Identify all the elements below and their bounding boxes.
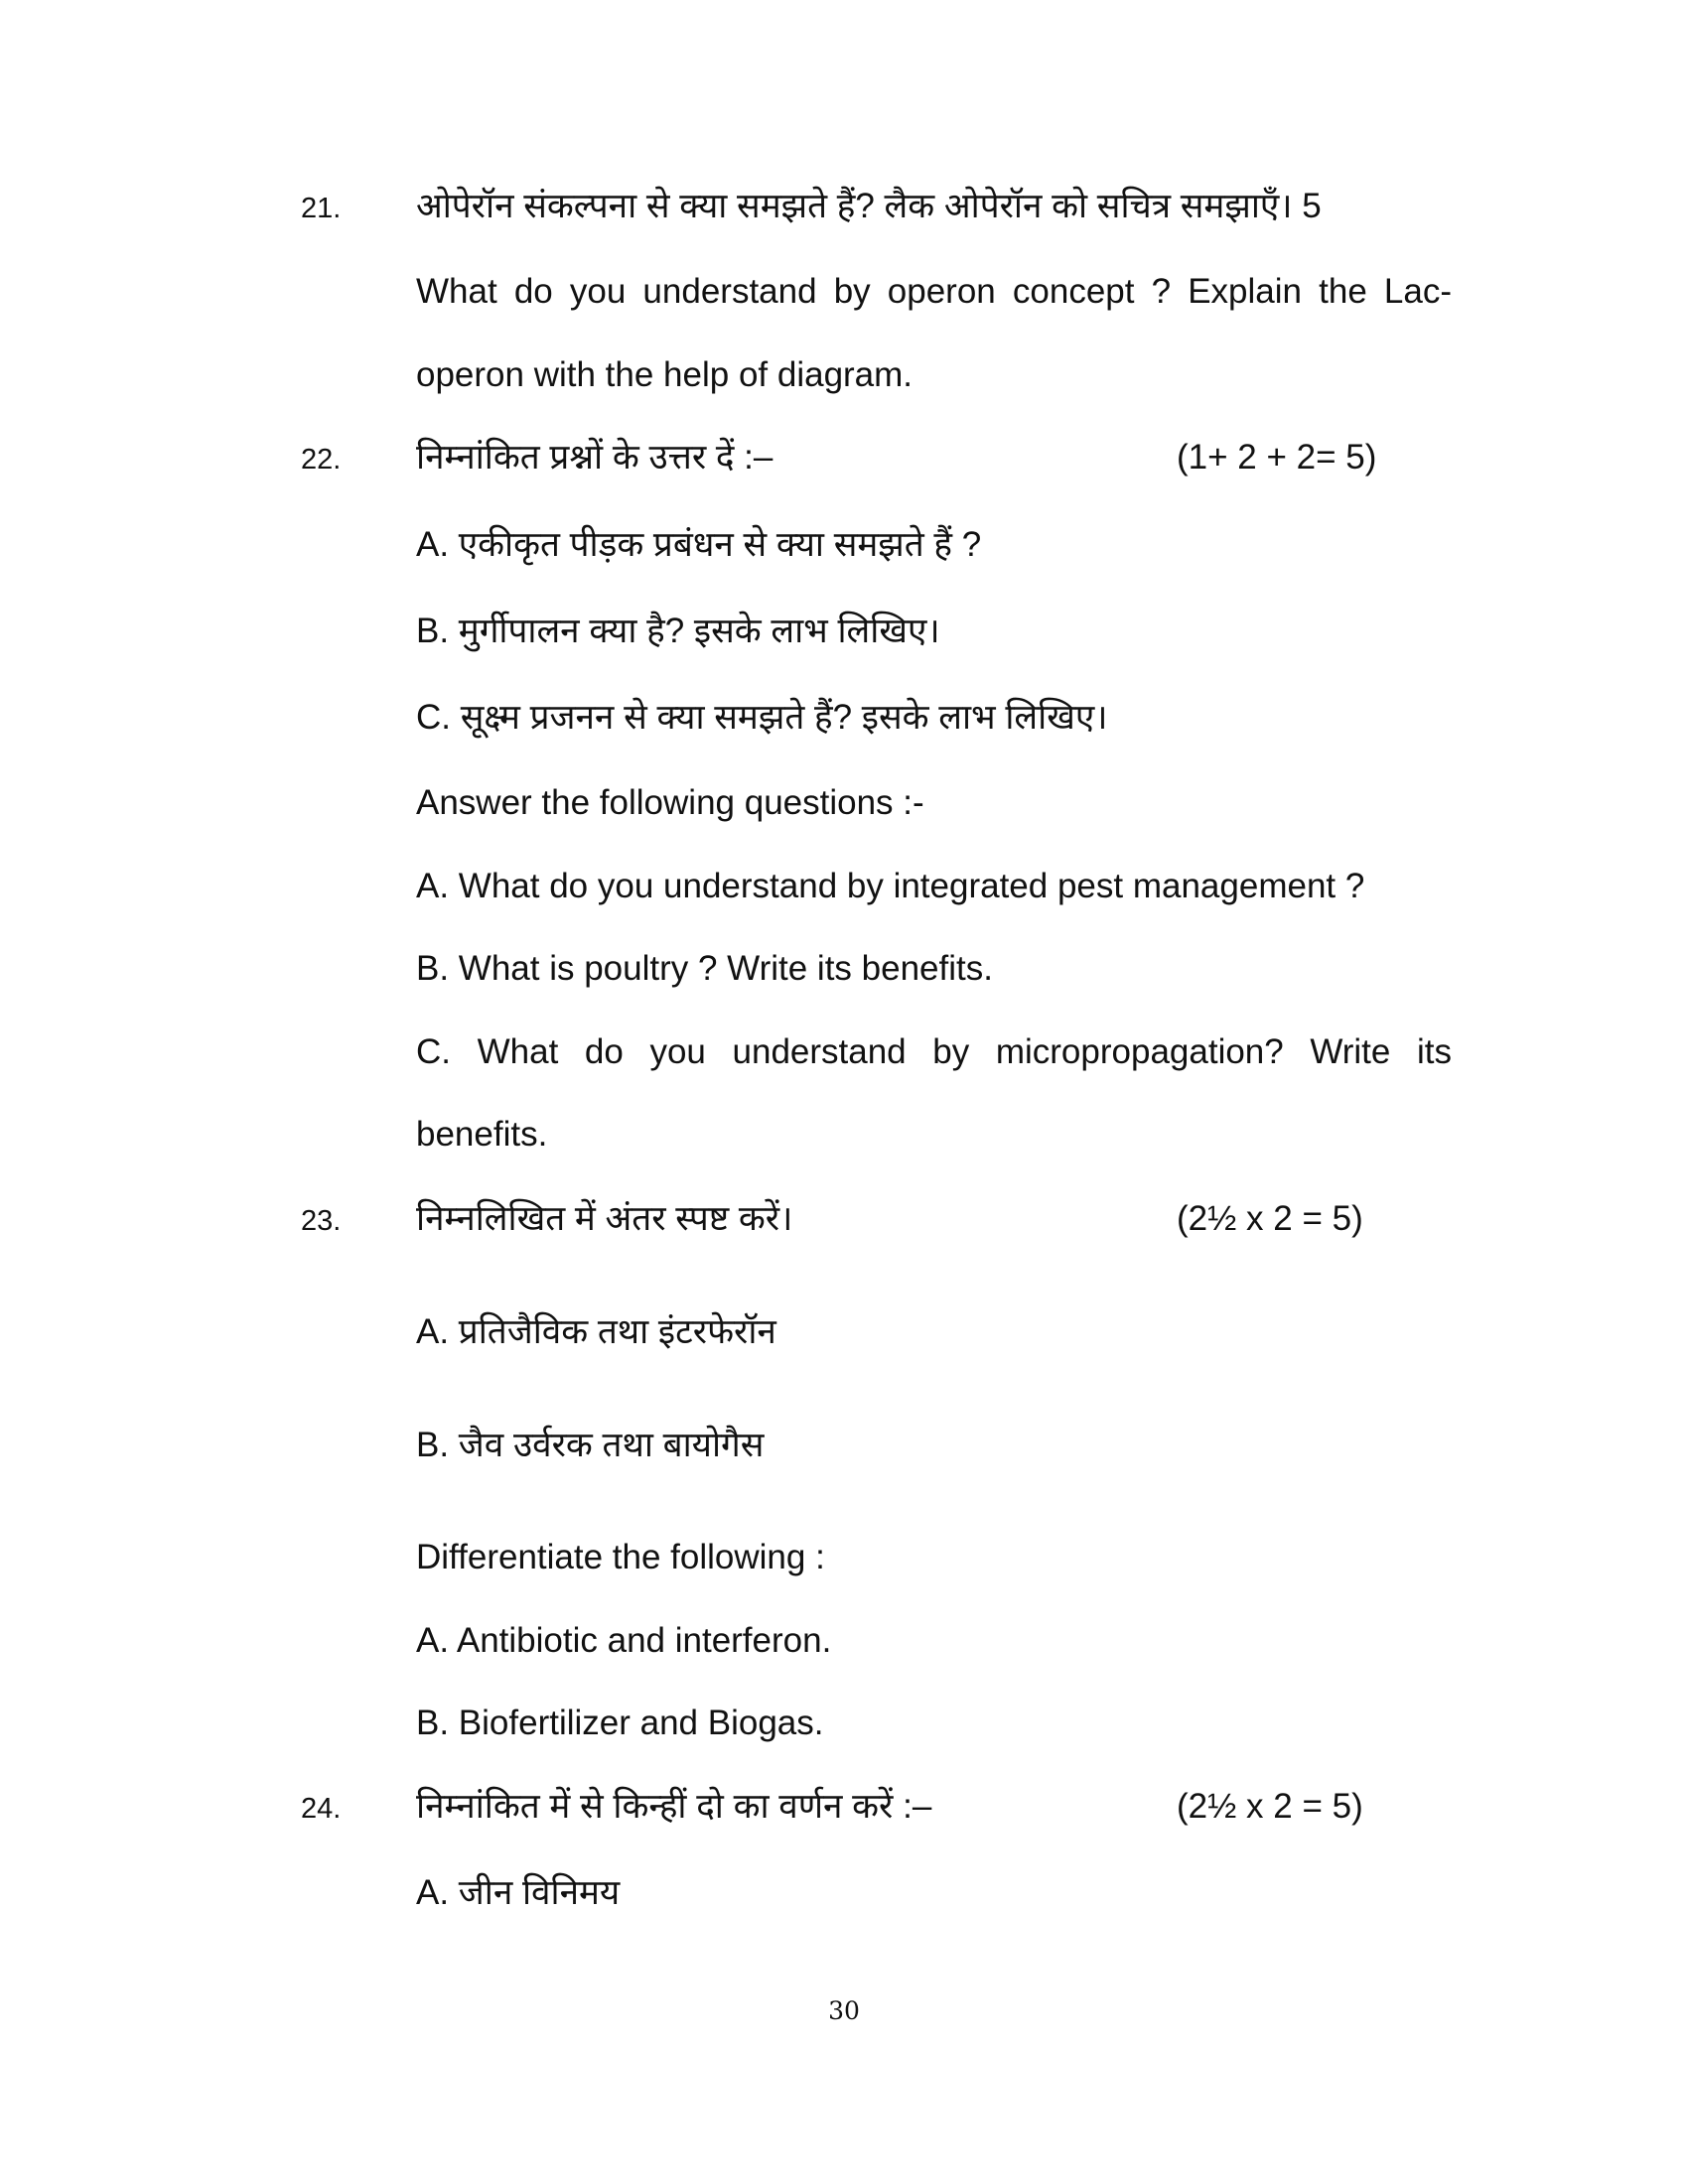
question-text-hindi: ओपेरॉन संकल्पना से क्या समझते हैं? लैक ओपेरॉन को सचित्र समझाएँ। 5 (416, 187, 1322, 225)
question-number: 23. (301, 1205, 342, 1237)
part-c-english: C. What do you understand by micropropagation? Write its (416, 1032, 1452, 1071)
question-heading-hindi: निम्नांकित में से किन्हीं दो का वर्णन करें :– (416, 1787, 932, 1826)
part-c-hindi: C. सूक्ष्म प्रजनन से क्या समझते हैं? इसके लाभ लिखिए। (416, 698, 1108, 737)
question-number: 22. (301, 444, 342, 476)
question-number: 21. (301, 193, 342, 224)
part-a-hindi: A. प्रतिजैविक तथा इंटरफेरॉन (416, 1312, 776, 1351)
marks-allocation: (2½ x 2 = 5) (1177, 1199, 1363, 1238)
question-text-english-cont: operon with the help of diagram. (416, 355, 914, 394)
part-b-hindi: B. जैव उर्वरक तथा बायोगैस (416, 1426, 765, 1464)
question-text-english: What do you understand by operon concept ? Explain the Lac- (416, 272, 1452, 311)
part-b-english: B. Biofertilizer and Biogas. (416, 1704, 824, 1742)
part-b-english: B. What is poultry ? Write its benefits. (416, 949, 993, 988)
marks-allocation: (2½ x 2 = 5) (1177, 1787, 1363, 1826)
part-b-hindi: B. मुर्गीपालन क्या है? इसके लाभ लिखिए। (416, 612, 940, 650)
question-heading-hindi: निम्नांकित प्रश्नों के उत्तर दें :– (416, 438, 774, 477)
part-a-hindi: A. एकीकृत पीड़क प्रबंधन से क्या समझते हैं ? (416, 525, 982, 564)
question-heading-hindi: निम्नलिखित में अंतर स्पष्ट करें। (416, 1199, 793, 1238)
question-heading-english: Differentiate the following : (416, 1538, 825, 1576)
part-c-english-cont: benefits. (416, 1115, 548, 1154)
part-a-english: A. What do you understand by integrated pest management ? (416, 867, 1365, 905)
marks-allocation: (1+ 2 + 2= 5) (1177, 438, 1377, 477)
question-number: 24. (301, 1793, 342, 1825)
part-a-english: A. Antibiotic and interferon. (416, 1621, 832, 1660)
part-a-hindi: A. जीन विनिमय (416, 1873, 621, 1912)
page-number: 30 (828, 1996, 860, 2025)
question-heading-english: Answer the following questions :- (416, 783, 924, 822)
